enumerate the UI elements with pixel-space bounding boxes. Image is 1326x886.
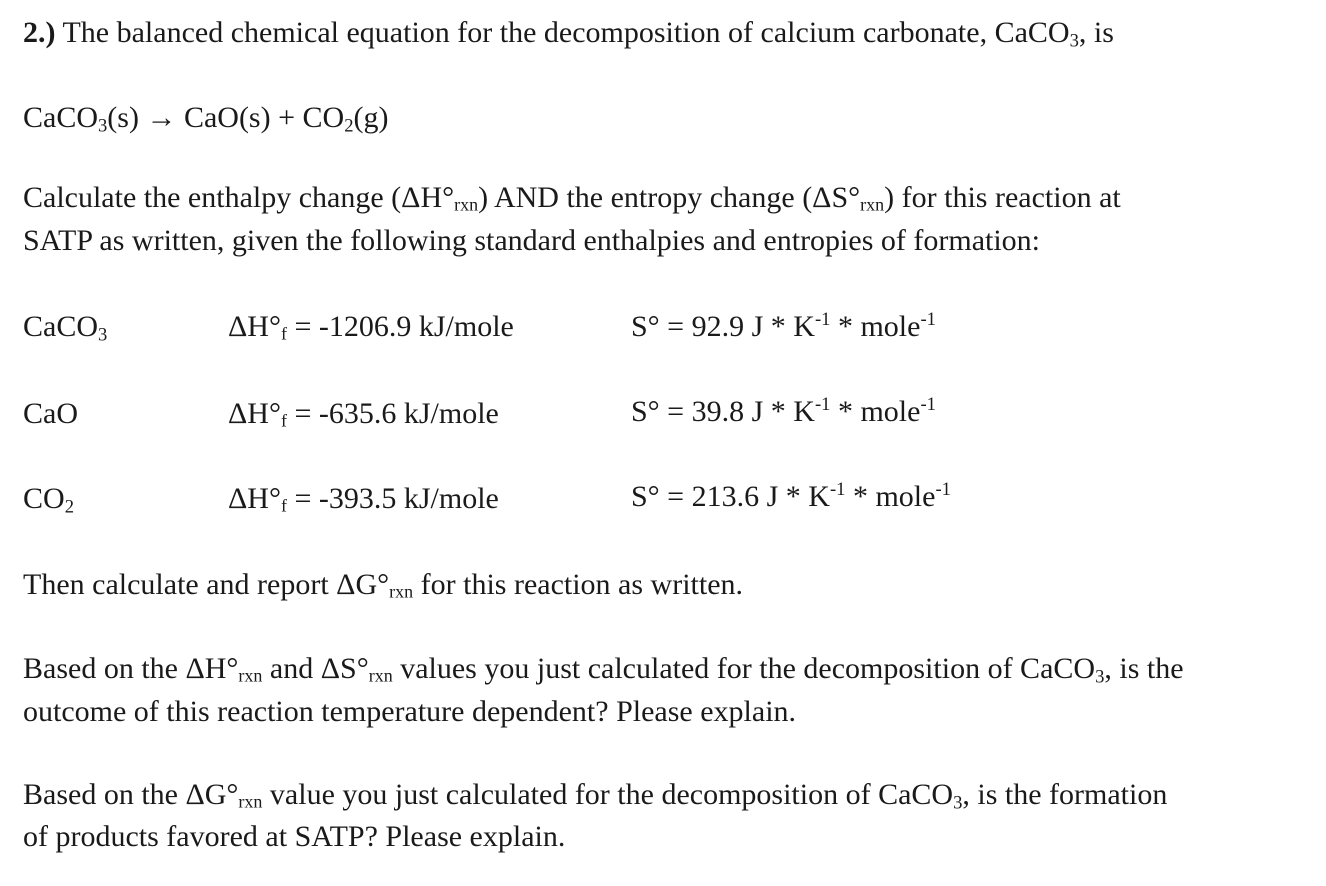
entropy-exp-1: -1 (814, 308, 831, 330)
instruction-line-2: SATP as written, given the following standard enthalpies and entropies of formation: (23, 224, 1041, 257)
favored-question-line-1 (23, 776, 1167, 814)
compound-caco3 (23, 308, 107, 346)
gibbs-text-a: Then calculate and report ΔG° (23, 568, 390, 601)
temp-sub-3: 3 (1095, 666, 1105, 688)
instruction-sub-rxn-2: rxn (860, 194, 885, 215)
temp-sub-rxn-1: rxn (238, 665, 263, 686)
entropy-exp-2: -1 (935, 478, 951, 500)
entropy-caco3 (631, 308, 936, 346)
entropy-value: S° = 39.8 J * K (631, 395, 815, 428)
instruction-text-b: ) AND the entropy change (ΔS° (478, 181, 861, 214)
gibbs-sub-rxn: rxn (389, 581, 414, 602)
equation-reactant: CaCO (23, 101, 98, 134)
entropy-exp-2: -1 (920, 393, 936, 415)
gibbs-instruction (23, 566, 743, 604)
enthalpy-sub: f (280, 323, 287, 344)
compound-co2 (23, 480, 74, 518)
favored-text-c: , is the formation (962, 778, 1168, 811)
equation-reactant-state: (s) (107, 101, 139, 134)
enthalpy-value: = -635.6 kJ/mole (286, 397, 499, 430)
entropy-cao (631, 393, 936, 431)
compound-sub: 3 (98, 324, 108, 346)
temp-text-b: and ΔS° (262, 652, 369, 685)
compound-name: CaCO (23, 310, 98, 343)
enthalpy-co2 (228, 480, 499, 518)
enthalpy-cao (228, 395, 499, 433)
temp-text-d: , is the (1104, 652, 1184, 685)
entropy-mid: * mole (845, 480, 936, 513)
equation-products: CaO(s) + CO (183, 101, 345, 134)
entropy-co2 (631, 478, 951, 516)
temp-sub-rxn-2: rxn (368, 665, 393, 686)
instruction-sub-rxn-1: rxn (454, 194, 479, 215)
entropy-exp-1: -1 (829, 478, 846, 500)
temp-text-c: values you just calculated for the decomposition of CaCO (392, 652, 1096, 685)
question-intro-sub: 3 (1069, 30, 1079, 52)
favored-sub-3: 3 (953, 792, 963, 814)
compound-name: CO (23, 482, 65, 515)
entropy-mid: * mole (830, 395, 921, 428)
entropy-value: S° = 213.6 J * K (631, 480, 830, 513)
enthalpy-caco3 (228, 308, 514, 346)
temp-question-line-1 (23, 650, 1184, 688)
enthalpy-sub: f (280, 495, 287, 516)
gibbs-text-b: for this reaction as written. (413, 568, 744, 601)
entropy-value: S° = 92.9 J * K (631, 310, 815, 343)
compound-sub: 2 (64, 496, 74, 518)
enthalpy-symbol: ΔH° (228, 397, 281, 430)
equation-product-state: (g) (353, 101, 389, 134)
question-intro (23, 14, 1114, 52)
temp-text-a: Based on the ΔH° (23, 652, 239, 685)
question-intro-text: The balanced chemical equation for the decomposition of calcium carbonate, CaCO (62, 16, 1070, 49)
instruction-text-a: Calculate the enthalpy change (ΔH° (23, 181, 455, 214)
question-number: 2.) (23, 16, 56, 49)
entropy-mid: * mole (830, 310, 921, 343)
instruction-text-c: ) for this reaction at (884, 181, 1121, 214)
question-intro-end: , is (1078, 16, 1114, 49)
reaction-arrow: → (146, 101, 177, 134)
enthalpy-symbol: ΔH° (228, 482, 281, 515)
favored-text-b: value you just calculated for the decomposition of CaCO (262, 778, 954, 811)
enthalpy-value: = -1206.9 kJ/mole (286, 310, 514, 343)
compound-name: CaO (23, 397, 78, 430)
equation-product-sub: 2 (344, 115, 354, 137)
favored-question-line-2: of products favored at SATP? Please explain. (23, 820, 566, 853)
temp-question-line-2: outcome of this reaction temperature dependent? Please explain. (23, 695, 797, 728)
favored-text-a: Based on the ΔG° (23, 778, 239, 811)
instruction-line-1 (23, 179, 1121, 217)
enthalpy-symbol: ΔH° (228, 310, 281, 343)
chemical-equation (23, 99, 388, 137)
entropy-exp-2: -1 (920, 308, 936, 330)
entropy-exp-1: -1 (814, 393, 831, 415)
equation-reactant-sub: 3 (98, 115, 108, 137)
enthalpy-sub: f (280, 410, 287, 431)
favored-sub-rxn: rxn (238, 791, 263, 812)
enthalpy-value: = -393.5 kJ/mole (286, 482, 499, 515)
compound-cao (23, 395, 78, 433)
